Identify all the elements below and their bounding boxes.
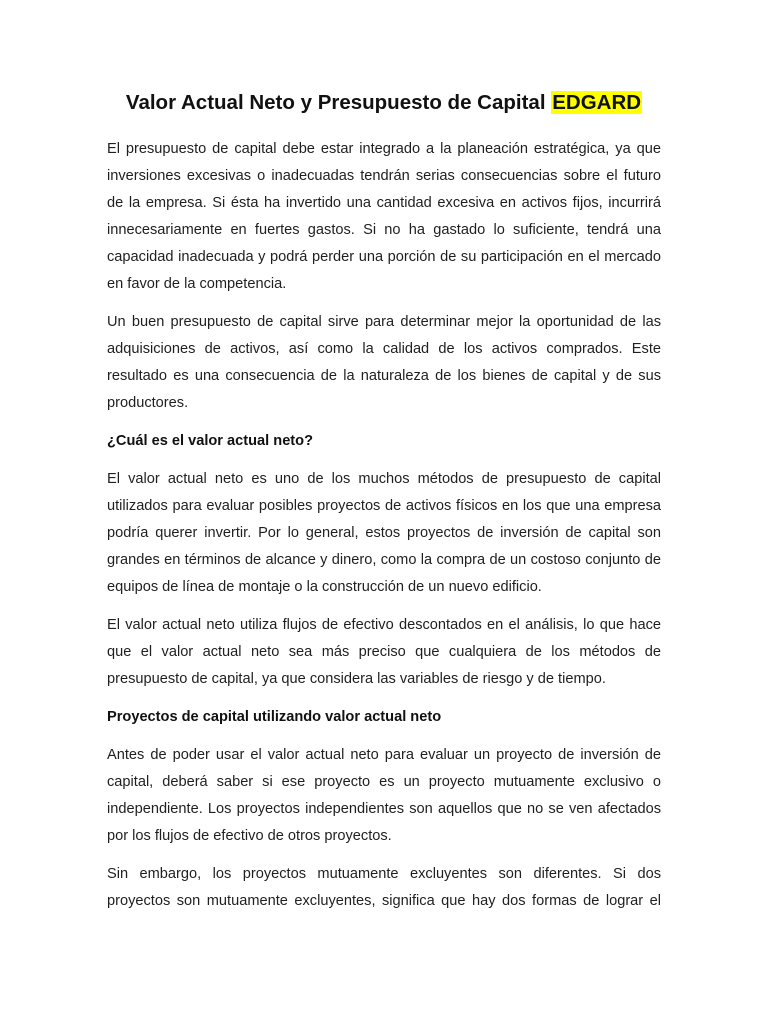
document-title [107,88,661,118]
projects-paragraph-1: Antes de poder usar el valor actual neto para evaluar un proyecto de inversión de capital, deberá saber si ese proyecto es un proyecto mutuamente exclusivo o independiente. Los proyectos independientes son aquellos que no se ven afectados por los flujos de efectivo de otros proyectos. [107,747,661,844]
section-heading-capital-projects: Proyectos de capital utilizando valor actual neto [107,709,442,725]
document-content [107,88,661,926]
intro-paragraph-2: Un buen presupuesto de capital sirve para determinar mejor la oportunidad de las adquisiciones de activos, así como la calidad de los activos comprados. Este resultado es una consecuencia de la naturaleza de los bienes de capital y de sus productores. [107,314,661,411]
projects-paragraph-2: Sin embargo, los proyectos mutuamente excluyentes son diferentes. Si dos proyectos son mutuamente excluyentes, significa que hay dos formas de lograr el [107,866,661,909]
section-heading-npv: ¿Cuál es el valor actual neto? [107,433,313,449]
title-highlight: EDGARD [552,91,642,114]
intro-paragraph-1: El presupuesto de capital debe estar integrado a la planeación estratégica, ya que inversiones excesivas o inadecuadas tendrán serias consecuencias sobre el futuro de la empresa. Si ésta ha invertido una cantidad excesiva en activos fijos, incurrirá innecesariamente en fuertes gastos. Si no ha gastado lo suficiente, tendrá una capacidad inadecuada y podrá perder una porción de su participación en el mercado en favor de la competencia. [107,141,661,292]
npv-paragraph-2: El valor actual neto utiliza flujos de efectivo descontados en el análisis, lo que hace que el valor actual neto sea más preciso que cualquiera de los métodos de presupuesto de capital, ya que considera las variables de riesgo y de tiempo. [107,617,661,687]
npv-paragraph-1: El valor actual neto es uno de los muchos métodos de presupuesto de capital utilizados para evaluar posibles proyectos de activos físicos en los que una empresa podría querer invertir. Por lo general, estos proyectos de inversión de capital son grandes en términos de alcance y dinero, como la compra de un costoso conjunto de equipos de línea de montaje o la construcción de un nuevo edificio. [107,471,661,595]
title-text: Valor Actual Neto y Presupuesto de Capital [125,91,552,114]
